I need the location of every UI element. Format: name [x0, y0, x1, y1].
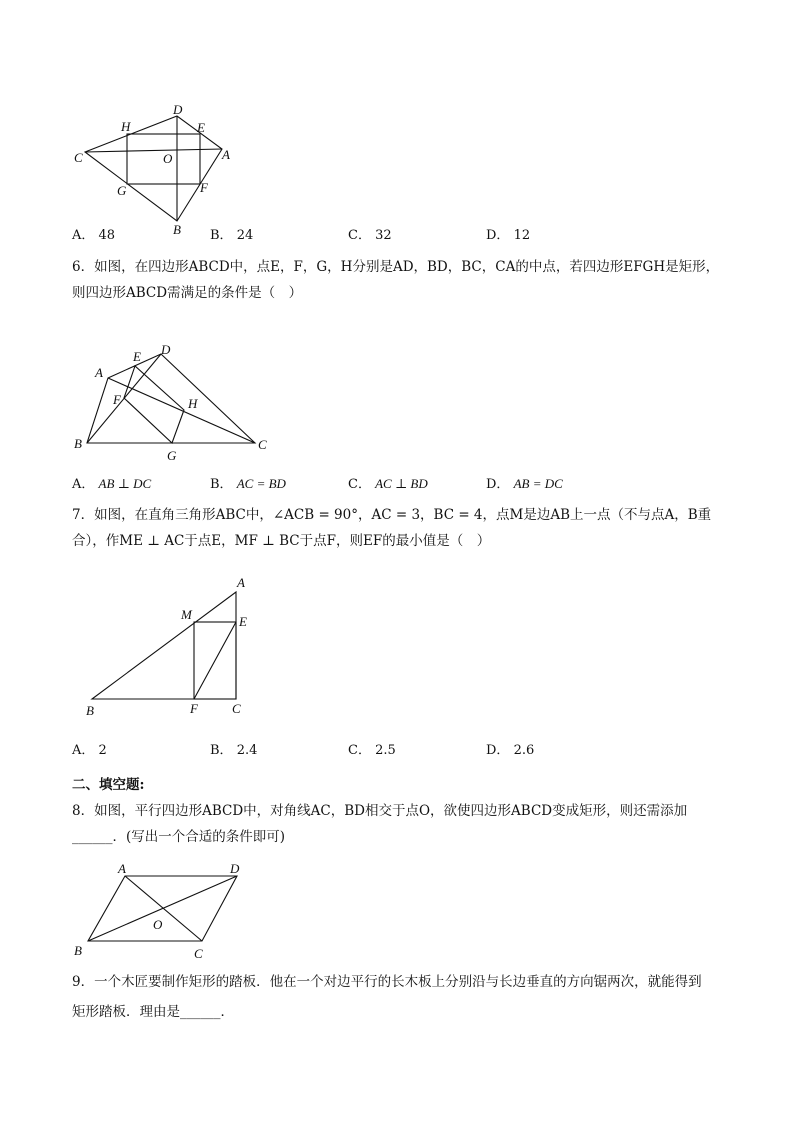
q5-label-c: C	[74, 150, 83, 165]
q7-options	[72, 739, 772, 757]
q8-line-1: 8．如图，平行四边形ABCD中，对角线AC，BD相交于点O，欲使四边形ABCD变成矩形，则还需添加	[72, 803, 688, 819]
q8-diagram	[70, 858, 260, 963]
q6-label-h: H	[188, 396, 198, 411]
q7-label-m: M	[181, 607, 192, 622]
q9-text	[72, 967, 732, 1027]
q5-option-c[interactable]: C． 32	[348, 228, 392, 243]
q5-diagonal-ca	[85, 149, 222, 152]
q7-option-b[interactable]: B． 2.4	[210, 743, 258, 758]
q5-label-e: E	[197, 120, 205, 135]
q9-line-2: 矩形踏板．理由是______．	[72, 1004, 234, 1020]
q5-label-h: H	[121, 119, 131, 134]
q7-figure	[80, 572, 270, 722]
q9-line-1: 9．一个木匠要制作矩形的踏板．他在一个对边平行的长木板上分别沿与长边垂直的方向锯两次，就能得到	[72, 974, 702, 990]
q6-figure	[70, 340, 280, 465]
q6-option-c[interactable]: C． AC ⊥ BD	[348, 476, 428, 492]
q8-text	[72, 798, 732, 850]
q8-label-d: D	[230, 861, 240, 876]
q6-diagonal-ac	[108, 378, 255, 443]
q6-options	[72, 473, 772, 491]
q8-diagonal-bd	[88, 876, 237, 941]
q7-line-2: 合），作ME ⊥ AC于点E，MF ⊥ BC于点F，则EF的最小值是（ ）	[72, 533, 491, 549]
q5-label-b: B	[173, 222, 181, 237]
q5-option-d[interactable]: D． 12	[486, 228, 531, 243]
q5-options	[72, 224, 772, 242]
q8-label-a: A	[118, 861, 126, 876]
q6-label-e: E	[133, 349, 141, 364]
q6-label-b: B	[74, 436, 82, 451]
q6-label-f: F	[113, 392, 121, 407]
q5-label-d: D	[173, 102, 183, 117]
q7-line-1: 7．如图，在直角三角形ABC中，∠ACB = 90°，AC = 3，BC = 4，点M是边AB上一点（不与点A，B重	[72, 507, 712, 523]
q6-line-2: 则四边形ABCD需满足的条件是（ ）	[72, 285, 303, 301]
q5-label-a: A	[222, 147, 230, 162]
q6-option-d[interactable]: D． AB = DC	[486, 476, 563, 492]
q7-option-d[interactable]: D． 2.6	[486, 743, 535, 758]
q5-label-f: F	[200, 180, 208, 195]
q8-line-2: ______．(写出一个合适的条件即可)	[72, 829, 286, 845]
q6-label-d: D	[161, 342, 171, 357]
q6-option-b[interactable]: B． AC = BD	[210, 476, 286, 492]
q8-label-b: B	[74, 943, 82, 958]
q8-label-c: C	[194, 946, 203, 961]
q7-segment-ef	[194, 622, 236, 699]
q6-line-1: 6．如图，在四边形ABCD中，点E，F，G，H分别是AD，BD，BC，CA的中点，若四边形EFGH是矩形，	[72, 259, 720, 275]
q5-figure	[70, 100, 250, 240]
q8-figure	[70, 858, 260, 963]
q6-text	[72, 254, 732, 306]
q7-text	[72, 502, 732, 554]
q7-label-f: F	[190, 701, 198, 716]
q7-triangle-abc	[92, 592, 236, 699]
q7-label-a: A	[237, 575, 245, 590]
q7-diagram	[80, 572, 270, 722]
q5-option-b[interactable]: B． 24	[210, 228, 254, 243]
q7-label-c: C	[232, 701, 241, 716]
q6-label-a: A	[95, 365, 103, 380]
q5-label-g: G	[117, 183, 127, 198]
q6-option-a[interactable]: A． AB ⊥ DC	[72, 476, 152, 492]
q5-option-a[interactable]: A． 48	[72, 228, 116, 243]
q7-label-b: B	[86, 703, 94, 718]
q6-label-g: G	[167, 448, 177, 463]
q6-inner-efgh	[124, 366, 184, 443]
q6-label-c: C	[258, 437, 267, 452]
q5-label-o: O	[163, 151, 173, 166]
q7-option-a[interactable]: A． 2	[72, 743, 107, 758]
q7-option-c[interactable]: C． 2.5	[348, 743, 396, 758]
section-heading-fill-in: 二、填空题:	[72, 777, 145, 793]
q5-diagram	[70, 100, 250, 240]
q7-label-e: E	[239, 614, 247, 629]
q6-diagram	[70, 340, 280, 465]
q8-label-o: O	[153, 917, 163, 932]
